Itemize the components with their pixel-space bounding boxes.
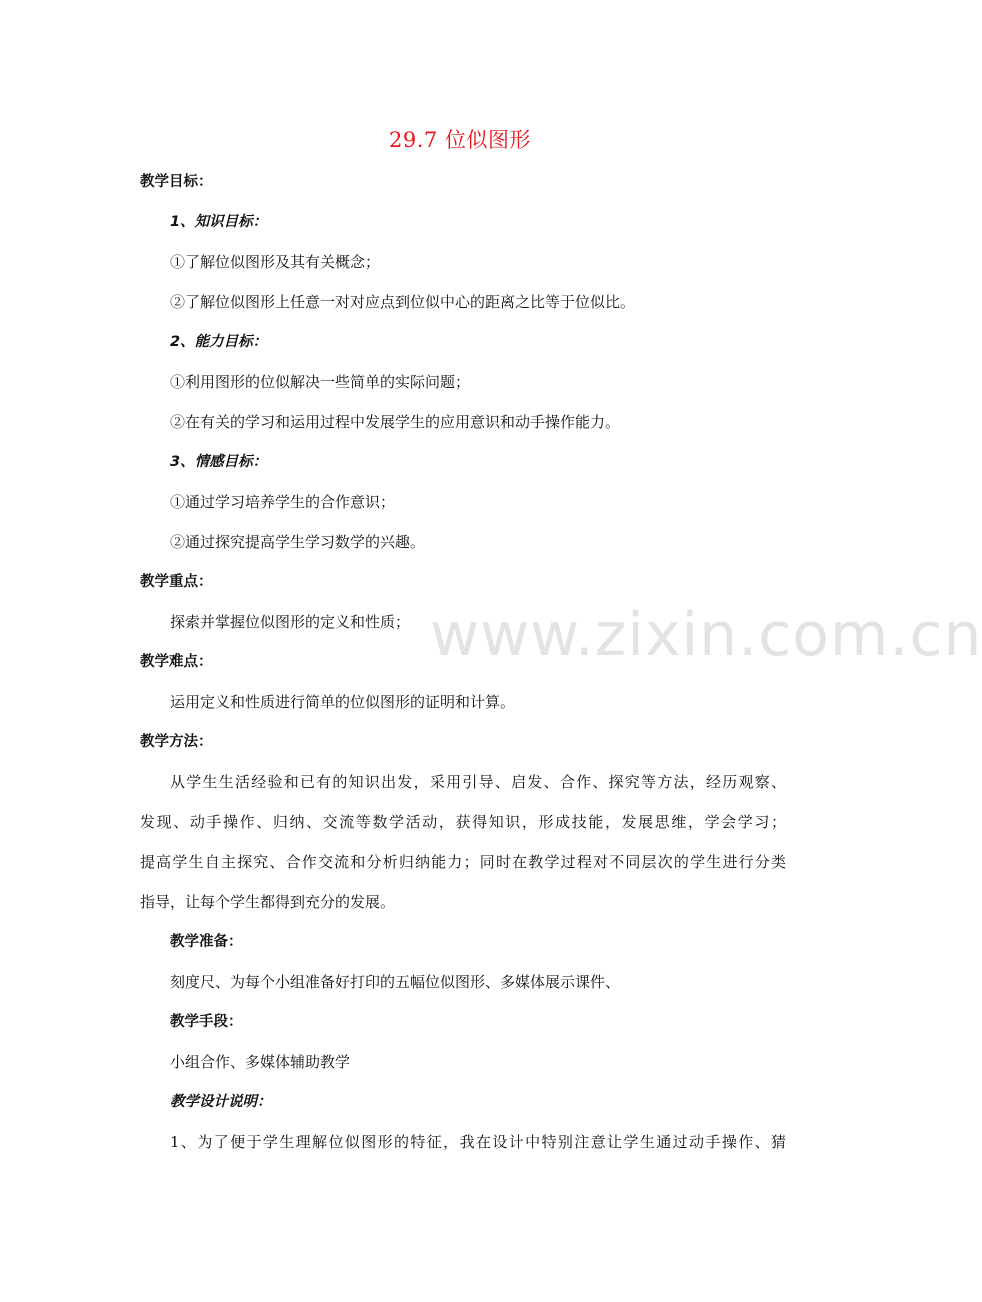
method-line-2: 发现、动手操作、归纳、交流等数学活动，获得知识，形成技能，发展思维，学会学习； bbox=[140, 813, 786, 831]
ability-goal-2: ②在有关的学习和运用过程中发展学生的应用意识和动手操作能力。 bbox=[170, 413, 621, 431]
design-notes-heading: 教学设计说明： bbox=[170, 1094, 272, 1110]
key-point-heading: 教学重点： bbox=[140, 574, 213, 590]
emotion-goal-heading: 3、情感目标： bbox=[170, 454, 268, 470]
knowledge-goal-1: ①了解位似图形及其有关概念； bbox=[170, 253, 381, 271]
preparation-heading: 教学准备： bbox=[170, 934, 243, 950]
emotion-goal-1: ①通过学习培养学生的合作意识； bbox=[170, 493, 396, 511]
method-line-1: 从学生生活经验和已有的知识出发，采用引导、启发、合作、探究等方法，经历观察、 bbox=[170, 773, 786, 791]
ability-goal-1: ①利用图形的位似解决一些简单的实际问题； bbox=[170, 373, 471, 391]
knowledge-goal-2: ②了解位似图形上任意一对对应点到位似中心的距离之比等于位似比。 bbox=[170, 293, 636, 311]
teaching-means-heading: 教学手段： bbox=[170, 1014, 243, 1030]
emotion-goal-2: ②通过探究提高学生学习数学的兴趣。 bbox=[170, 533, 426, 551]
key-point-text: 探索并掌握位似图形的定义和性质； bbox=[170, 613, 411, 631]
difficulty-heading: 教学难点： bbox=[140, 654, 213, 670]
method-line-4: 指导，让每个学生都得到充分的发展。 bbox=[140, 893, 396, 911]
method-line-3: 提高学生自主探究、合作交流和分析归纳能力；同时在教学过程对不同层次的学生进行分类 bbox=[140, 853, 786, 871]
ability-goal-heading: 2、能力目标： bbox=[170, 334, 268, 350]
watermark: www.zixin.com.cn bbox=[430, 600, 982, 670]
page-title: 29.7 位似图形 bbox=[389, 128, 531, 152]
difficulty-text: 运用定义和性质进行简单的位似图形的证明和计算。 bbox=[170, 693, 516, 711]
design-notes-line-1: 1、为了便于学生理解位似图形的特征，我在设计中特别注意让学生通过动手操作、猜 bbox=[170, 1133, 786, 1151]
method-heading: 教学方法： bbox=[140, 734, 213, 750]
knowledge-goal-heading: 1、知识目标： bbox=[170, 214, 268, 230]
teaching-means-text: 小组合作、多媒体辅助教学 bbox=[170, 1053, 351, 1071]
preparation-text: 刻度尺、为每个小组准备好打印的五幅位似图形、多媒体展示课件、 bbox=[170, 973, 621, 991]
goals-heading: 教学目标： bbox=[140, 174, 213, 190]
